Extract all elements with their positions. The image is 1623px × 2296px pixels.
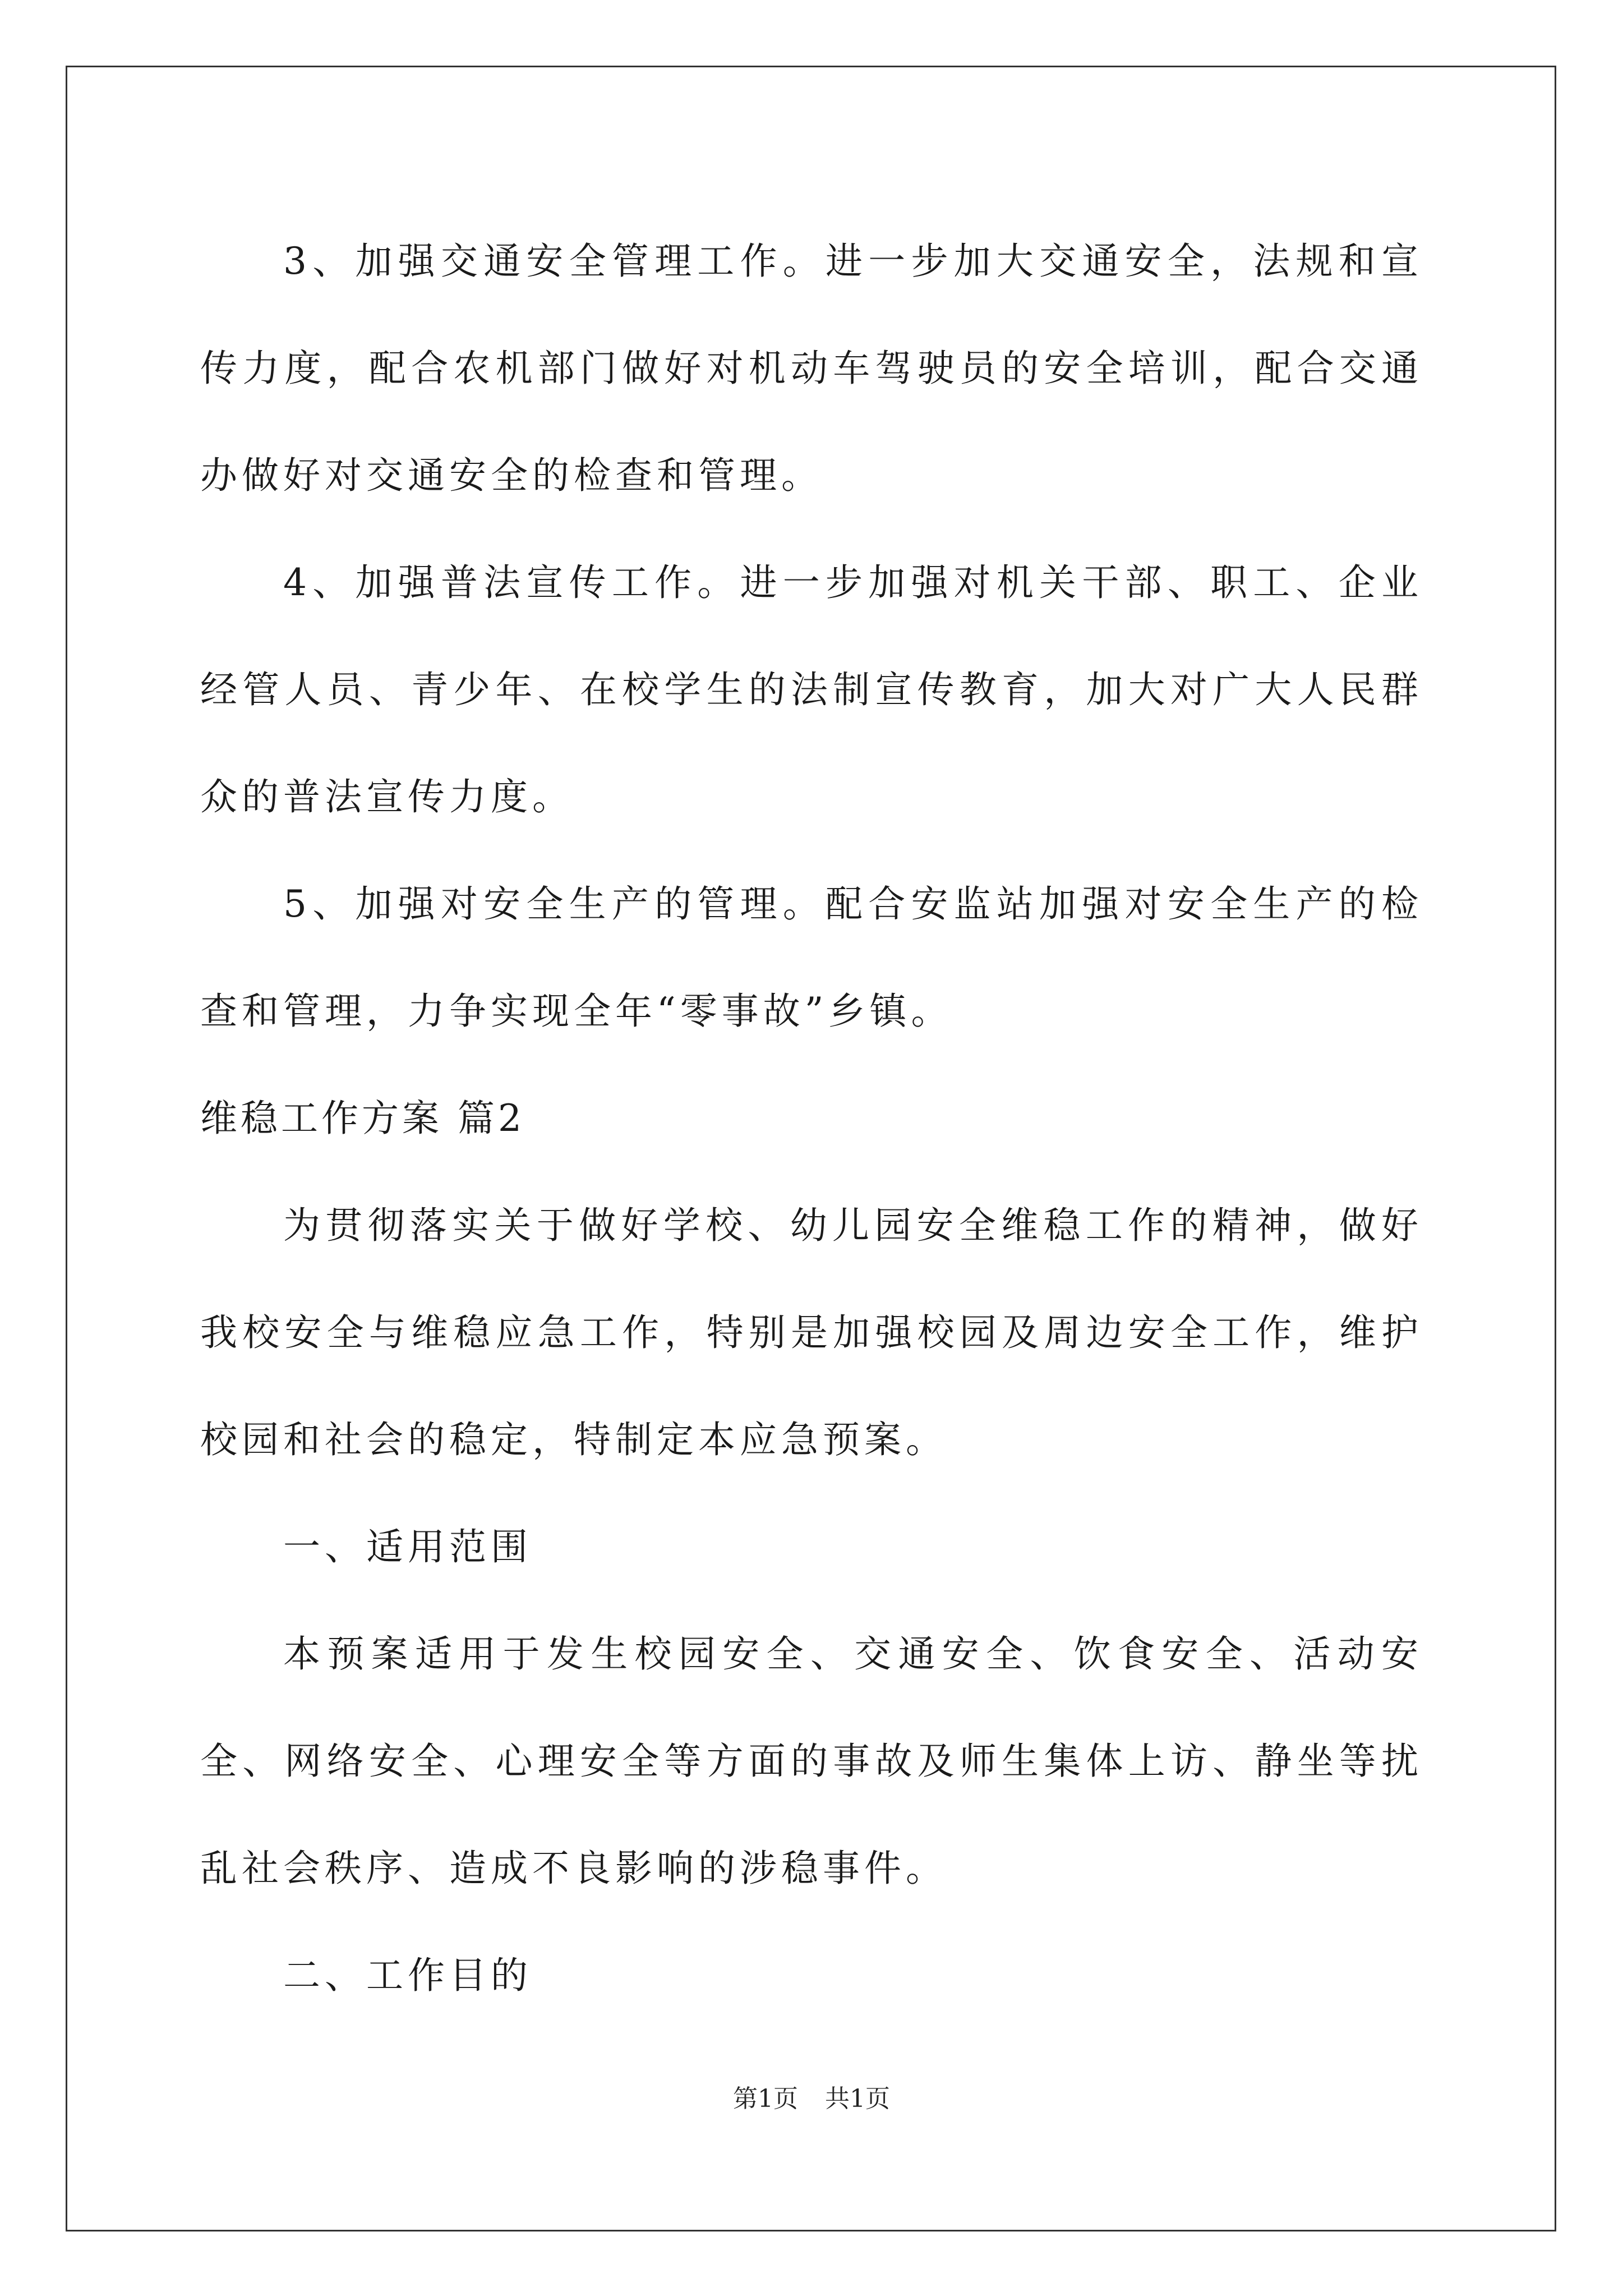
page-number-total: 共1页	[825, 2085, 890, 2113]
paragraph-law-publicity: 4、加强普法宣传工作。进一步加强对机关干部、职工、企业经管人员、青少年、在校学生的法制宣传教育，加大对广大人民群众的普法宣传力度。	[200, 561, 1423, 818]
page-number-current: 第1页	[733, 2085, 798, 2113]
document-body	[200, 208, 1423, 2029]
section-title: 维稳工作方案 篇2	[200, 1097, 525, 1140]
page-footer	[0, 2078, 1623, 2114]
paragraph-traffic-safety: 3、加强交通安全管理工作。进一步加大交通安全，法规和宣传力度，配合农机部门做好对机动车驾驶员的安全培训，配合交通办做好对交通安全的检查和管理。	[200, 240, 1423, 497]
subheading-scope: 一、适用范围	[283, 1525, 532, 1568]
paragraph-intro: 为贯彻落实关于做好学校、幼儿园安全维稳工作的精神，做好我校安全与维稳应急工作，特别是加强校园及周边安全工作，维护校园和社会的稳定，特制定本应急预案。	[200, 1204, 1423, 1461]
paragraph-production-safety: 5、加强对安全生产的管理。配合安监站加强对安全生产的检查和管理，力争实现全年“零事故”乡镇。	[200, 882, 1423, 1033]
paragraph-scope: 本预案适用于发生校园安全、交通安全、饮食安全、活动安全、网络安全、心理安全等方面的事故及师生集体上访、静坐等扰乱社会秩序、造成不良影响的涉稳事件。	[200, 1632, 1423, 1890]
subheading-purpose: 二、工作目的	[283, 1954, 532, 1997]
